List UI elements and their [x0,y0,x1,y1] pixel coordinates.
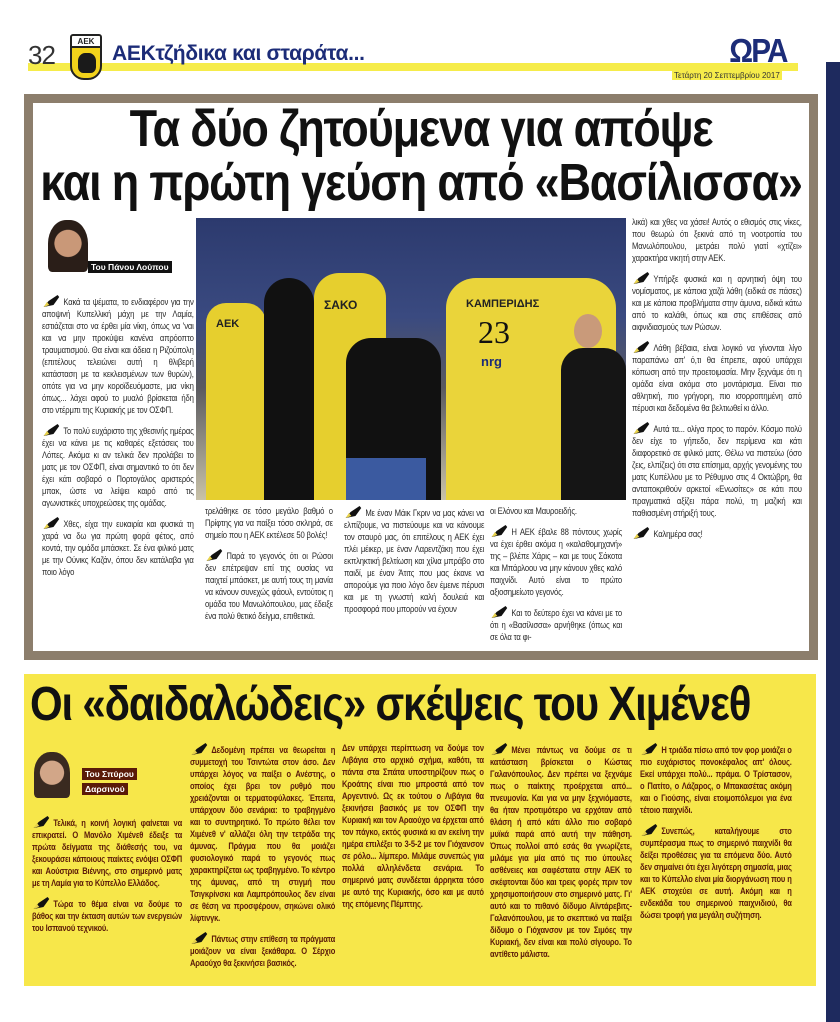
paragraph [490,505,622,517]
paragraph [342,742,484,910]
text-column [640,742,792,928]
paragraph [190,931,335,969]
paragraph-text: Το πολύ ευχάριστο της χθεσινής ημέρας έχει να κάνει με τις καθαρές εξετάσεις του Λόπες. Ακόμα κι αν τελικά δεν προλάβει το ματς με τον ΟΣΦΠ, είναι σημαντικό το ότι δεν έχει κάτι σοβαρό ο Πορτογάλος αριστερός μπακ, ώστε να λείψει καιρό από τις αγωνιστικές υποχρεώσεις της ομάδας. [42,425,194,508]
photo-shirt-text: ΑΕΚ [216,318,240,330]
pen-nib-icon [344,505,362,519]
issue-date: Τετάρτη 20 Σεπτεμβρίου 2017 [674,71,780,80]
pen-nib-icon [205,548,223,562]
newspaper-brand: ΩΡΑ [729,32,787,69]
pen-nib-icon [42,516,60,530]
paragraph-text: Υπήρξε φυσικά και η αρνητική όψη του νομίσματος, με κάποια χαζά λάθη (ειδικά σε πάσες) και με κάποια προβλήματα στην άμυνα, ειδικά κάτω από το καλάθι, όπως και στις επιθέσεις από αιφνιδιασμούς των Ρώσων. [632,273,802,332]
pen-nib-icon [32,896,50,910]
paragraph [42,516,194,578]
text-column [344,505,484,622]
paragraph [205,505,333,541]
pen-nib-icon [490,742,508,756]
paragraph [32,896,182,934]
paragraph-text: Δεν υπάρχει περίπτωση να δούμε τον Λιβάγια στο αρχικό σχήμα, καθότι, τα πάντα στα Σπάτα υποστηρίζουν πως ο Κροάτης είναι πιο μπροστά από τον Αργεντινό. Ως εκ τούτου ο Λιβάγια θα ξεκινήσει βασικός με τον ΟΣΦΠ την Κυριακή και τον Αραούχο να έρχεται από τον πάγκο, εκτός φυσικά κι αν εκείνη την ημέρα επιλέξει το 3-5-2 με τον Γιόχανσον σε ρόλο... λίμπερο. Μιλάμε συνεπώς για πολλά αλληλένδετα σενάρια. Το σημερινό ματς συνδέεται άρρηκτα τόσο με αυτό της Κυριακής, όσο και με αυτό της επόμενης Πέμπτης. [342,743,484,909]
paragraph-text: Χθες, είχα την ευκαιρία και φυσικά τη χαρά να δω για πρώτη φορά φέτος, από κοντά, την ομάδα μπάσκετ. Σε ένα φιλικό ματς με την Ούνικς Καζάν, όπου δεν κατάλαβα για ποιο λόγο [42,518,194,577]
text-column [632,216,802,547]
pen-nib-icon [190,931,208,945]
paragraph [632,216,802,264]
paragraph [190,742,335,924]
text-column [490,505,622,650]
paragraph-text: Αυτά τα... ολίγα προς το παρόν. Κόσμο πολύ δεν είχε το γήπεδο, δεν περίμενα και κάτι διαφορετικό σε φιλικό ματς. Θέλω να πιστεύω (όσο ζεις, ελπίζεις) ότι στα επίσημα, αρχής γενομένης του ματς Κυπέλλου με το Ρέθυμνο στις 4 Οκτώβρη, θα ανταποκριθούν αρκετοί «Ενωσίτες» σε κάτι που πραγματικά αξίζει πάρα πολύ, τη μαζική και παθιασμένη στήριξή τους. [632,423,802,518]
page-number: 32 [28,40,55,70]
paragraph-text: Τώρα το θέμα είναι να δούμε το βάθος και την έκταση αυτών των ενεργειών του Ισπανού τεχνικού. [32,899,183,933]
section-title: ΑΕΚτζήδικα και σταράτα... [112,42,365,65]
text-column [205,505,333,629]
pen-nib-icon [640,742,658,756]
paragraph-text: οι Ελόνου και Μαυροειδής. [490,505,577,516]
photo-jersey-name: ΚΑΜΠΕΡΙΔΗΣ [466,298,540,310]
paragraph-text: Κακά τα ψέματα, το ενδιαφέρον για την αποψινή Κυπελλική μάχη με την Λαμία, εστιάζεται στο να έρθει μία νίκη, όπως να 'ναι και να μην προκύψει κανένα απρόοπτο τραυματισμού. Θα είναι και άδεια η Ριζούπολη (επιτέλους τελειώνει αυτή η θλιβερή κατάσταση με τα κεκλεισμένων των θυρών), οπότε για να μην κοροϊδευόμαστε, μια νίκη όπως... λάχει αφού το μυαλό βρίσκεται ήδη στο ντέρμπι της Κυριακής με τον ΟΣΦΠ. [42,296,194,415]
paragraph-text: Λάθη βέβαια, είναι λογικό να γίνονται λίγο παραπάνω απ' ό,τι θα έπρεπε, αφού υπάρχει κόπωση από την προετοιμασία. Μην ξεχνάμε ότι η ομάδα είναι ακόμα στο μοντάρισμα. Είναι πιο αθλητική, πιο γρήγορη, πιο ισορροπημένη από πέρυσι και δεδομένα θα βελτιωθεί κι άλλο. [632,342,802,413]
author-byline: Του Πάνου Λούπου [88,261,172,273]
author-avatar [48,220,88,272]
author-avatar [34,752,70,798]
text-column [32,815,182,941]
paragraph-text: Η ΑΕΚ έβαλε 88 πόντους χωρίς να έχει έρθει ακόμα η «καλαθομηχανή» της – βλέπε Χάρις – και με τους Σάκοτα και Μπάρλοου να μην κάνουν χθες καλό παιχνίδι. Αυτό είναι το πρώτο αξιοσημείωτο γεγονός. [490,526,623,597]
paragraph [490,524,622,598]
paragraph-text: λικά) και χθες να χάσει! Αυτός ο εθισμός στις νίκες, που θεωρώ ότι ξεκινά από τη νοοτροπία του Μανωλόπουλου, μετράει πολύ γιατί «χτίζει» χαρακτήρα νικητή στην ΑΕΚ. [632,216,802,263]
paragraph [42,423,194,509]
pen-nib-icon [32,815,50,829]
pen-nib-icon [632,526,650,540]
paragraph-text: Πάντως στην επίθεση τα πράγματα μοιάζουν να είναι ξεκάθαρα. Ο Σέρχιο Αραούχο θα ξεκινήσει βασικός. [190,934,336,968]
pen-nib-icon [632,421,650,435]
paragraph [632,271,802,333]
article-main-headline: Τα δύο ζητούμενα για απόψε και η πρώτη γεύση από «Βασίλισσα» [40,98,802,212]
paragraph-text: Συνεπώς, καταλήγουμε στο συμπέρασμα πως το σημερινό παιχνίδι θα δείξει προθέσεις για τα επόμενα δύο. Αυτό δεν σημαίνει ότι έχει λιγότερη σημασία, μιας και το Κύπελλο είναι μία διοργάνωση που η ΑΕΚ στοχεύει σε αυτή. Ακόμη και η ενδεκάδα του σημερινού παιχνιδιού, θα δώσει τροφή για μεγάλη συζήτηση. [640,826,792,920]
basketball-team-photo [196,218,626,500]
photo-jersey-name: ΣΑΚΟ [324,298,358,312]
paragraph [205,548,333,622]
article-secondary-headline: Οι «δαιδαλώδεις» σκέψεις του Χιμένεθ [30,676,751,731]
paragraph [490,605,622,643]
paragraph [632,526,802,540]
paragraph [344,505,484,615]
aek-logo-icon: ΑΕΚ [70,34,102,80]
pen-nib-icon [190,742,208,756]
author-byline-line2: Δαρσινού [82,783,128,795]
paragraph-text: Δεδομένη πρέπει να θεωρείται η συμμετοχή του Τσιντώτα στον άσο. Δεν υπάρχει λόγος να παίξει ο Ανέστης, ο οποίος έχει βρει τον ρυθμό που χρειάζονται οι τερματοφύλακες. Έπειτα, υπάρχουν δύο σενάρια: το τραβηγμένο και το συντηρητικό. Το πρώτο θέλει τον Χιμένεθ ν' αλλάζει όλη την τετράδα της άμυνας. Πράγμα που θα μοιάζει φυσιολογικό παρά το γεγονός πως χαρακτηρίζεται ως τραβηγμένο. Το κέντρο της άμυνας, από τη στιγμή που Τσιγκρίνσκι και Λαμπρόπουλος δεν είναι σε θέση να προσφέρουν, σηκώνει ολικό λίφτινγκ. [190,745,336,923]
pen-nib-icon [632,340,650,354]
paragraph [632,340,802,414]
paragraph [32,815,182,889]
paragraph-text: Με έναν Μάικ Γκριν να μας κάνει να ελπίζουμε, να πιστεύουμε και να κάνουμε τον σταυρό μας, ότι επιτέλους η ΑΕΚ έχει πλέι μέικερ, με έναν Λαρεντζάκη που έχει εκπληκτική βελτίωση και χίλια μπράβο στο παιδί, με έναν Άτιτς που μας έκανε να απορούμε για ποιο λόγο δεν έμεινε πέρυσι και με τη γνωστή καλή δουλειά και προσφορά που μπορούν να έχουν [344,507,485,614]
page-edge-strip [826,62,840,1022]
paragraph-text: Μένει πάντως να δούμε σε τι κατάσταση βρίσκεται ο Κώστας Γαλανόπουλος. Δεν πρέπει να ξεχνάμε πως ο παίκτης προέρχεται από... πνευμονία. Και για να μην ξεχνιόμαστε, θα ήταν προτιμότερο να ερχόταν από θλάση ή από κάτι άλλο πιο σοβαρό μυϊκά παρά από αυτή την πάθηση. Όπως πολλοί από εσάς θα γνωρίζετε, μιλάμε για μία από τις πιο ύπουλες ασθένειες και σαφέστατα στην ΑΕΚ το σκέφτονται δύο και τρεις φορές πριν τον χρησιμοποιήσουν στο σημερινό ματς. Γι' αυτό και το πιθανό δίδυμο Αϊντάρεβιτς-Γαλανόπουλου, με το σκεπτικό να παίξει δίδυμο ο Γιόχανσον με τον Σιμόες την Κυριακή, δεν είναι και πολύ σίγουρο. Το αντίθετο μάλιστα. [490,745,632,959]
pen-nib-icon [42,294,60,308]
pen-nib-icon [42,423,60,437]
paragraph-text: Η τριάδα πίσω από τον φορ μοιάζει ο πιο ευχάριστος πονοκέφαλος απ' όλους. Εκεί υπάρχει πολύ... πράμα. Ο Τρίστασον, ο Πατίτο, ο Λάζαρος, ο Μπακασέτας ακόμη και ο Γιούσης, είναι ετοιμοπόλεμοι για ένα τέτοιο παιχνίδι. [640,745,792,815]
paragraph [640,823,792,921]
paragraph-text: Και το δεύτερο έχει να κάνει με το ότι η «Βασίλισσα» αρνήθηκε (όπως και σε όλα τα φι- [490,607,623,642]
pen-nib-icon [490,524,508,538]
photo-sponsor: nrg [481,354,502,369]
paragraph [632,421,802,519]
author-byline-line1: Του Σπύρου [82,768,137,780]
paragraph-text: τρελάθηκε σε τόσο μεγάλο βαθμό ο Πρίφτης για να παίξει τόσο σκληρά, σε σημείο που η ΑΕΚ εκτέλεσε 50 βολές! [205,505,333,540]
text-column [342,742,484,917]
pen-nib-icon [490,605,508,619]
paragraph [42,294,194,416]
paragraph-text: Τελικά, η κοινή λογική φαίνεται να επικρατεί. Ο Μανόλο Χιμένεθ έδειξε τα πρώτα δείγματα της διάθεσής του, να ξεκουράσει κάποιους παίκτες ενόψει ΟΣΦΠ και Αούστρια Βιέννης, στο σημερινό ματς με τη Λαμία για το Κύπελλο Ελλάδος. [32,818,183,888]
photo-jersey-number: 23 [478,314,510,350]
paragraph-text: Καλημέρα σας! [653,528,703,539]
pen-nib-icon [640,823,658,837]
text-column [42,294,194,585]
text-column [190,742,335,976]
paragraph-text: Παρά το γεγονός ότι οι Ρώσοι δεν επέτρεψαν επί της ουσίας να παιχτεί μπάσκετ, με αυτή τους τη μανία να κάνουν συνεχώς φάουλ, εντούτοις η ομάδα του Μανωλόπουλου, μας έδειξε ένα πολύ θετικό δείγμα, επιθετικά. [205,550,333,621]
text-column [490,742,632,967]
paragraph [490,742,632,960]
pen-nib-icon [632,271,650,285]
paragraph [640,742,792,816]
